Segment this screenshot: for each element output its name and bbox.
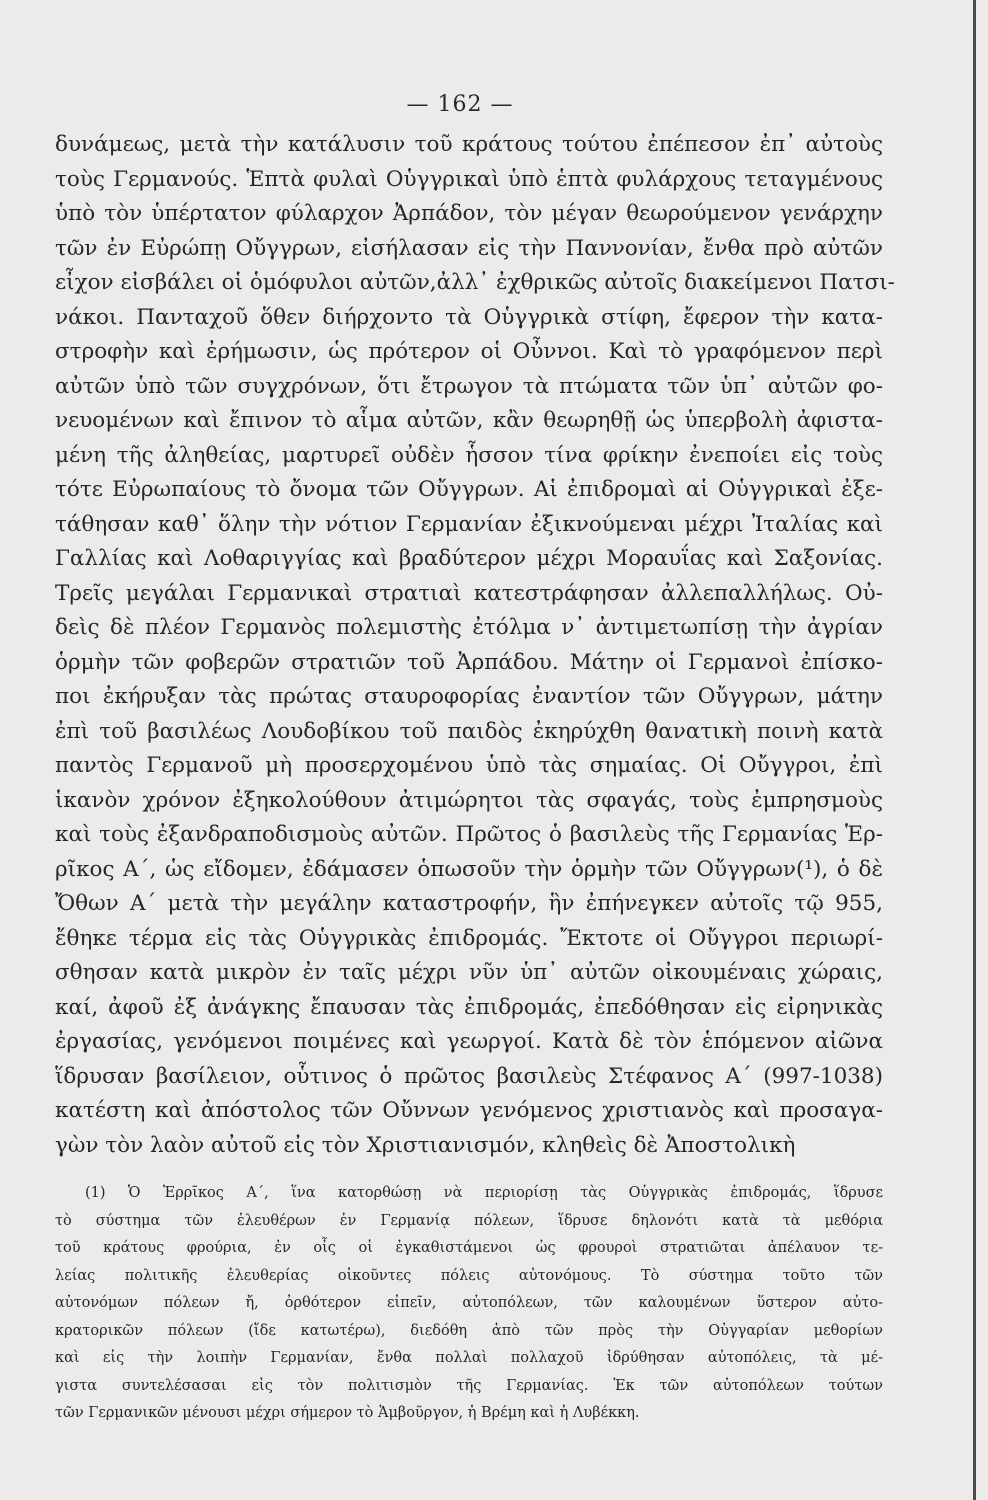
body-line: ἔθηκε τέρμα εἰς τὰς Οὑγγρικὰς ἐπιδρομάς. Ἔκτοτε οἱ Οὔγγροι περιωρί- — [55, 925, 883, 951]
footnote-line: γιστα συντελέσασαι εἰς τὸν πολιτισμὸν τῆς Γερμανίας. Ἐκ τῶν αὐτοπόλεων τούτων — [55, 1377, 883, 1394]
body-line: καί, ἀφοῦ ἐξ ἀνάγκης ἔπαυσαν τὰς ἐπιδρομάς, ἐπεδόθησαν εἰς εἰρηνικὰς — [55, 994, 883, 1020]
body-line: ρῖκος Α΄, ὡς εἴδομεν, ἐδάμασεν ὁπωσοῦν τὴν ὁρμὴν τῶν Οὔγγρων(¹), ὁ δὲ — [55, 856, 883, 882]
footnote-line: αὐτονόμων πόλεων ἤ, ὀρθότερον εἰπεῖν, αὐτοπόλεων, τῶν καλουμένων ὕστερον αὐτο- — [55, 1295, 883, 1311]
body-line: αὐτῶν ὑπὸ τῶν συγχρόνων, ὅτι ἔτρωγον τὰ πτώματα τῶν ὑπ᾽ αὐτῶν φο- — [55, 373, 883, 399]
body-text — [55, 128, 895, 1163]
page-number: — 162 — — [406, 92, 514, 117]
body-line: μένη τῆς ἀληθείας, μαρτυρεῖ οὐδὲν ἧσσον τίνα φρίκην ἐνεποίει εἰς τοὺς — [55, 442, 883, 468]
body-line: Τρεῖς μεγάλαι Γερμανικαὶ στρατιαὶ κατεστράφησαν ἀλλεπαλλήλως. Οὐ- — [55, 580, 883, 606]
page-edge-shadow — [973, 0, 976, 1500]
body-line: τότε Εὐρωπαίους τὸ ὄνομα τῶν Οὔγγρων. Αἱ ἐπιδρομαὶ αἱ Οὑγγρικαὶ ἐξε- — [55, 477, 883, 502]
body-line: στροφὴν καὶ ἐρήμωσιν, ὡς πρότερον οἱ Οὖννοι. Καὶ τὸ γραφόμενον περὶ — [55, 339, 883, 364]
body-line: ὑπὸ τὸν ὑπέρτατον φύλαρχον Ἀρπάδον, τὸν μέγαν θεωρούμενον γενάρχην — [55, 201, 883, 226]
body-line: Γαλλίας καὶ Λοθαριγγίας καὶ βραδύτερον μέχρι Μοραυΐας καὶ Σαξονίας. — [55, 546, 883, 571]
body-line: ἐργασίας, γενόμενοι ποιμένες καὶ γεωργοί. Κατὰ δὲ τὸν ἑπόμενον αἰῶνα — [55, 1029, 883, 1054]
body-line: Ὄθων Α΄ μετὰ τὴν μεγάλην καταστροφήν, ἣν ἐπήνεγκεν αὐτοῖς τῷ 955, — [55, 891, 883, 916]
footnote-block — [55, 1180, 883, 1428]
body-line: τοὺς Γερμανούς. Ἑπτὰ φυλαὶ Οὑγγρικαὶ ὑπὸ ἑπτὰ φυλάρχους τεταγμένους — [55, 166, 883, 192]
footnote-line: τὸ σύστημα τῶν ἐλευθέρων ἐν Γερμανίᾳ πόλεων, ἵδρυσε δηλονότι κατὰ τὰ μεθόρια — [55, 1212, 883, 1229]
footnote-line: τῶν Γερμανικῶν μένουσι μέχρι σήμερον τὸ Ἁμβοῦργον, ἡ Βρέμη καὶ ἡ Λυβέκκη. — [55, 1405, 640, 1421]
body-line: γὼν τὸν λαὸν αὐτοῦ εἰς τὸν Χριστιανισμόν, κληθεὶς δὲ Ἀποστολικὴ — [55, 1132, 796, 1158]
body-line: παντὸς Γερμανοῦ μὴ προσερχομένου ὑπὸ τὰς σημαίας. Οἱ Οὔγγροι, ἐπὶ — [55, 753, 883, 778]
body-line: νευομένων καὶ ἔπινον τὸ αἷμα αὐτῶν, κἂν θεωρηθῇ ὡς ὑπερβολὴ ἀφιστα- — [55, 408, 883, 433]
body-line: ἐπὶ τοῦ βασιλέως Λουδοβίκου τοῦ παιδὸς ἐκηρύχθη θανατικὴ ποινὴ κατὰ — [55, 718, 883, 744]
body-line: τάθησαν καθ᾽ ὅλην τὴν νότιον Γερμανίαν ἐξικνούμεναι μέχρι Ἰταλίας καὶ — [55, 511, 883, 537]
body-line: καὶ τοὺς ἐξανδραποδισμοὺς αὐτῶν. Πρῶτος ὁ βασιλεὺς τῆς Γερμανίας Ἑρ- — [55, 822, 883, 847]
footnote-line: κρατορικῶν πόλεων (ἴδε κατωτέρω), διεδόθη ἀπὸ τῶν πρὸς τὴν Οὑγγαρίαν μεθορίων — [55, 1322, 883, 1339]
body-line: ἱκανὸν χρόνον ἐξηκολούθουν ἀτιμώρητοι τὰς σφαγάς, τοὺς ἐμπρησμοὺς — [55, 787, 883, 813]
body-line: ὁρμὴν τῶν φοβερῶν στρατιῶν τοῦ Ἀρπάδου. Μάτην οἱ Γερμανοὶ ἐπίσκο- — [55, 649, 883, 675]
body-line: εἶχον εἰσβάλει οἱ ὁμόφυλοι αὐτῶν,ἀλλ᾽ ἐχθρικῶς αὐτοῖς διακείμενοι Πατσι- — [55, 270, 895, 295]
body-line: σθησαν κατὰ μικρὸν ἐν ταῖς μέχρι νῦν ὑπ᾽ αὐτῶν οἰκουμέναις χώραις, — [55, 960, 883, 985]
footnote-line: καὶ εἰς τὴν λοιπὴν Γερμανίαν, ἔνθα πολλαὶ πολλαχοῦ ἱδρύθησαν αὐτοπόλεις, τὰ μέ- — [55, 1350, 883, 1366]
footnote-line: (1) Ὁ Ἑρρῖκος Α΄, ἵνα κατορθώσῃ νὰ περιορίσῃ τὰς Οὑγγρικὰς ἐπιδρομάς, ἵδρυσε — [85, 1185, 883, 1201]
body-line: νάκοι. Πανταχοῦ ὅθεν διήρχοντο τὰ Οὑγγρικὰ στίφη, ἔφερον τὴν κατα- — [55, 304, 883, 330]
body-line: ποι ἐκήρυξαν τὰς πρώτας σταυροφορίας ἐναντίον τῶν Οὔγγρων, μάτην — [55, 684, 883, 709]
body-line: τῶν ἐν Εὐρώπῃ Οὔγγρων, εἰσήλασαν εἰς τὴν Παννονίαν, ἔνθα πρὸ αὐτῶν — [55, 235, 883, 261]
footnote-line: τοῦ κράτους φρούρια, ἐν οἷς οἱ ἐγκαθιστάμενοι ὡς φρουροὶ στρατιῶται ἀπέλαυον τε- — [55, 1240, 883, 1256]
body-line: δεὶς δὲ πλέον Γερμανὸς πολεμιστὴς ἐτόλμα ν᾽ ἀντιμετωπίσῃ τὴν ἀγρίαν — [55, 615, 883, 640]
footnote-line: λείας πολιτικῆς ἐλευθερίας οἰκοῦντες πόλεις αὐτονόμους. Τὸ σύστημα τοῦτο τῶν — [55, 1267, 883, 1284]
body-line: δυνάμεως, μετὰ τὴν κατάλυσιν τοῦ κράτους τούτου ἐπέπεσον ἐπ᾽ αὐτοὺς — [55, 132, 883, 157]
body-line: ἵδρυσαν βασίλειον, οὗτινος ὁ πρῶτος βασιλεὺς Στέφανος Α΄ (997-1038) — [55, 1063, 883, 1089]
body-line: κατέστη καὶ ἀπόστολος τῶν Οὔννων γενόμενος χριστιανὸς καὶ προσαγα- — [55, 1098, 883, 1123]
